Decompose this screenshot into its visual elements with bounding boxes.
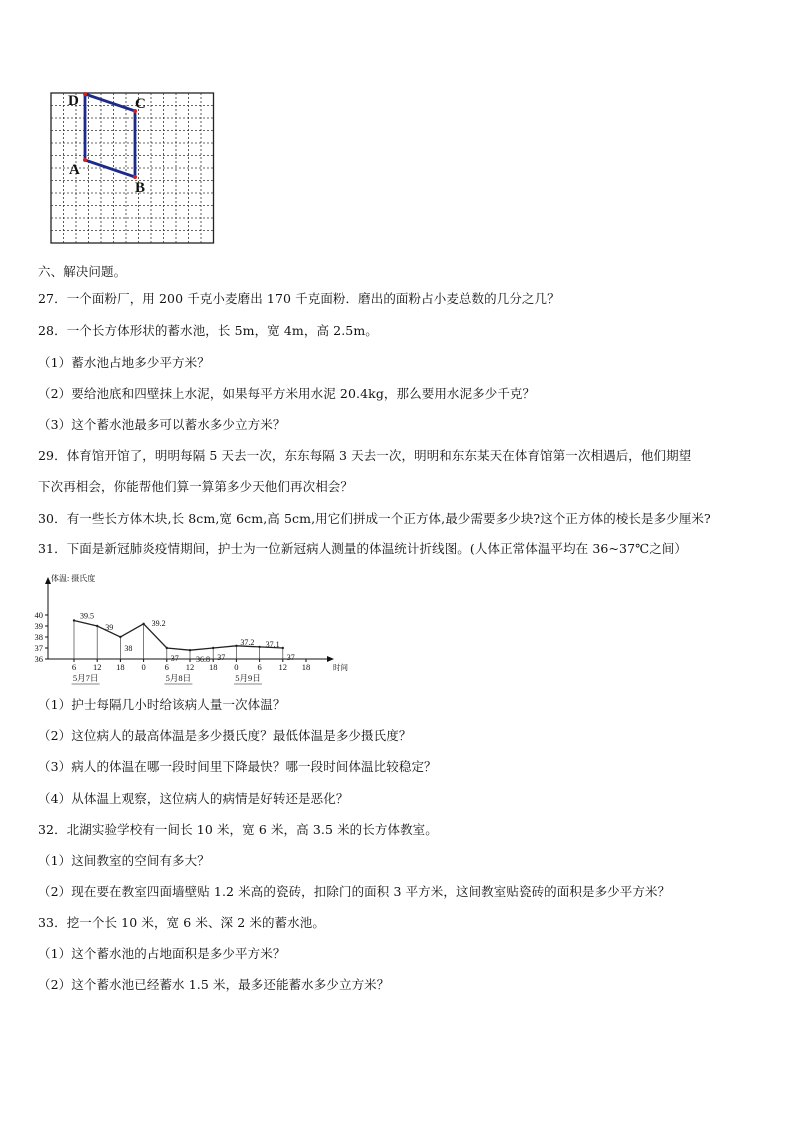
x-tick-label: 18 (208, 662, 218, 672)
y-tick-label: 40 (34, 610, 43, 620)
y-axis-label: 体温: 摄氏度 (51, 574, 96, 583)
question-33-1: （1）这个蓄水池的占地面积是多少平方米？ (38, 946, 286, 961)
x-tick-label: 12 (92, 662, 102, 672)
question-30: 30．有一些长方体木块,长 8cm,宽 6cm,高 5cm,用它们拼成一个正方体,最少需要多少块?这个正方体的棱长是多少厘米? (38, 511, 711, 526)
y-tick-label: 38 (34, 632, 43, 642)
data-label: 37 (217, 653, 226, 662)
data-label: 39.2 (151, 618, 166, 628)
y-tick-label: 39 (34, 621, 43, 631)
x-tick-label: 18 (301, 662, 311, 672)
question-28: 28．一个长方体形状的蓄水池，长 5m，宽 4m，高 2.5m。 (38, 323, 378, 338)
day-label: 5月8日 (165, 673, 192, 683)
x-tick-label: 6 (71, 662, 77, 672)
temperature-chart (30, 573, 350, 685)
question-29-line1: 29．体育馆开馆了，明明每隔 5 天去一次，东东每隔 3 天去一次，明明和东东某天在体育馆第一次相遇后，他们期望 (38, 448, 692, 463)
data-point (212, 647, 214, 649)
data-label: 37 (286, 653, 295, 662)
data-label: 36.8 (196, 655, 210, 665)
x-tick-label: 6 (164, 662, 169, 672)
x-axis-arrow (327, 656, 334, 662)
data-point (142, 623, 144, 625)
question-31: 31．下面是新冠肺炎疫情期间，护士为一位新冠病人测量的体温统计折线图。(人体正常体温平均在 36~37℃之间） (38, 541, 688, 556)
data-point (189, 649, 191, 651)
question-33: 33．挖一个长 10 米，宽 6 米、深 2 米的蓄水池。 (38, 915, 325, 930)
question-33-2: （2）这个蓄水池已经蓄水 1.5 米，最多还能蓄水多少立方米？ (38, 977, 390, 992)
question-29-line2: 下次再相会，你能帮他们算一算第多少天他们再次相会？ (38, 479, 354, 494)
vertex-point-b (133, 175, 137, 179)
x-tick-label: 0 (234, 662, 239, 672)
question-27: 27．一个面粉厂，用 200 千克小麦磨出 170 千克面粉．磨出的面粉占小麦总数的几分之几？ (38, 291, 560, 306)
data-label: 37.1 (265, 639, 280, 649)
x-tick-label: 12 (185, 662, 195, 672)
parallelogram-abcd (85, 94, 135, 177)
x-tick-label: 6 (257, 662, 262, 672)
data-point (96, 625, 98, 627)
question-32-1: （1）这间教室的空间有多大？ (38, 853, 210, 868)
data-label: 37.2 (240, 637, 255, 647)
data-point (282, 647, 284, 649)
day-label: 5月7日 (72, 673, 99, 683)
data-point (235, 645, 237, 647)
question-31-1: （1）护士每隔几小时给该病人量一次体温？ (38, 697, 286, 712)
vertex-point-d (83, 92, 87, 96)
question-28-3: （3）这个蓄水池最多可以蓄水多少立方米？ (38, 417, 286, 432)
x-tick-label: 18 (116, 662, 125, 672)
question-31-2: （2）这位病人的最高体温是多少摄氏度？最低体温是多少摄氏度？ (38, 728, 412, 743)
data-label: 37 (170, 654, 179, 663)
vertex-label-c: C (135, 96, 146, 112)
vertex-label-a: A (69, 162, 80, 178)
vertex-label-b: B (135, 180, 146, 196)
data-point (119, 636, 121, 638)
question-32-2: （2）现在要在教室四面墙壁贴 1.2 米高的瓷砖，扣除门的面积 3 平方米，这间教室贴瓷砖的面积是多少平方米？ (38, 884, 671, 899)
x-axis-label: 时间 (333, 663, 348, 672)
data-point (73, 619, 75, 621)
data-point (258, 646, 260, 648)
y-tick-label: 36 (34, 654, 43, 664)
data-point (166, 647, 168, 649)
x-tick-label: 0 (141, 662, 146, 672)
data-label: 39 (105, 623, 114, 632)
data-label: 38 (124, 644, 133, 653)
x-tick-label: 12 (278, 662, 288, 672)
question-31-3: （3）病人的体温在哪一段时间里下降最快？哪一段时间体温比较稳定？ (38, 759, 437, 774)
vertex-label-d: D (68, 93, 79, 109)
question-32: 32．北湖实验学校有一间长 10 米，宽 6 米，高 3.5 米的长方体教室。 (38, 822, 438, 837)
vertex-point-a (83, 158, 87, 162)
grid-figure (44, 88, 224, 258)
question-31-4: （4）从体温上观察，这位病人的病情是好转还是恶化？ (38, 791, 349, 806)
y-tick-label: 37 (34, 643, 43, 653)
day-label: 5月9日 (235, 673, 261, 683)
data-label: 39.5 (80, 611, 94, 621)
question-28-1: （1）蓄水池占地多少平方米？ (38, 355, 210, 370)
section-title: 六、解决问题。 (38, 264, 127, 279)
question-28-2: （2）要给池底和四壁抹上水泥，如果每平方米用水泥 20.4kg，那么要用水泥多少千克？ (38, 386, 536, 401)
